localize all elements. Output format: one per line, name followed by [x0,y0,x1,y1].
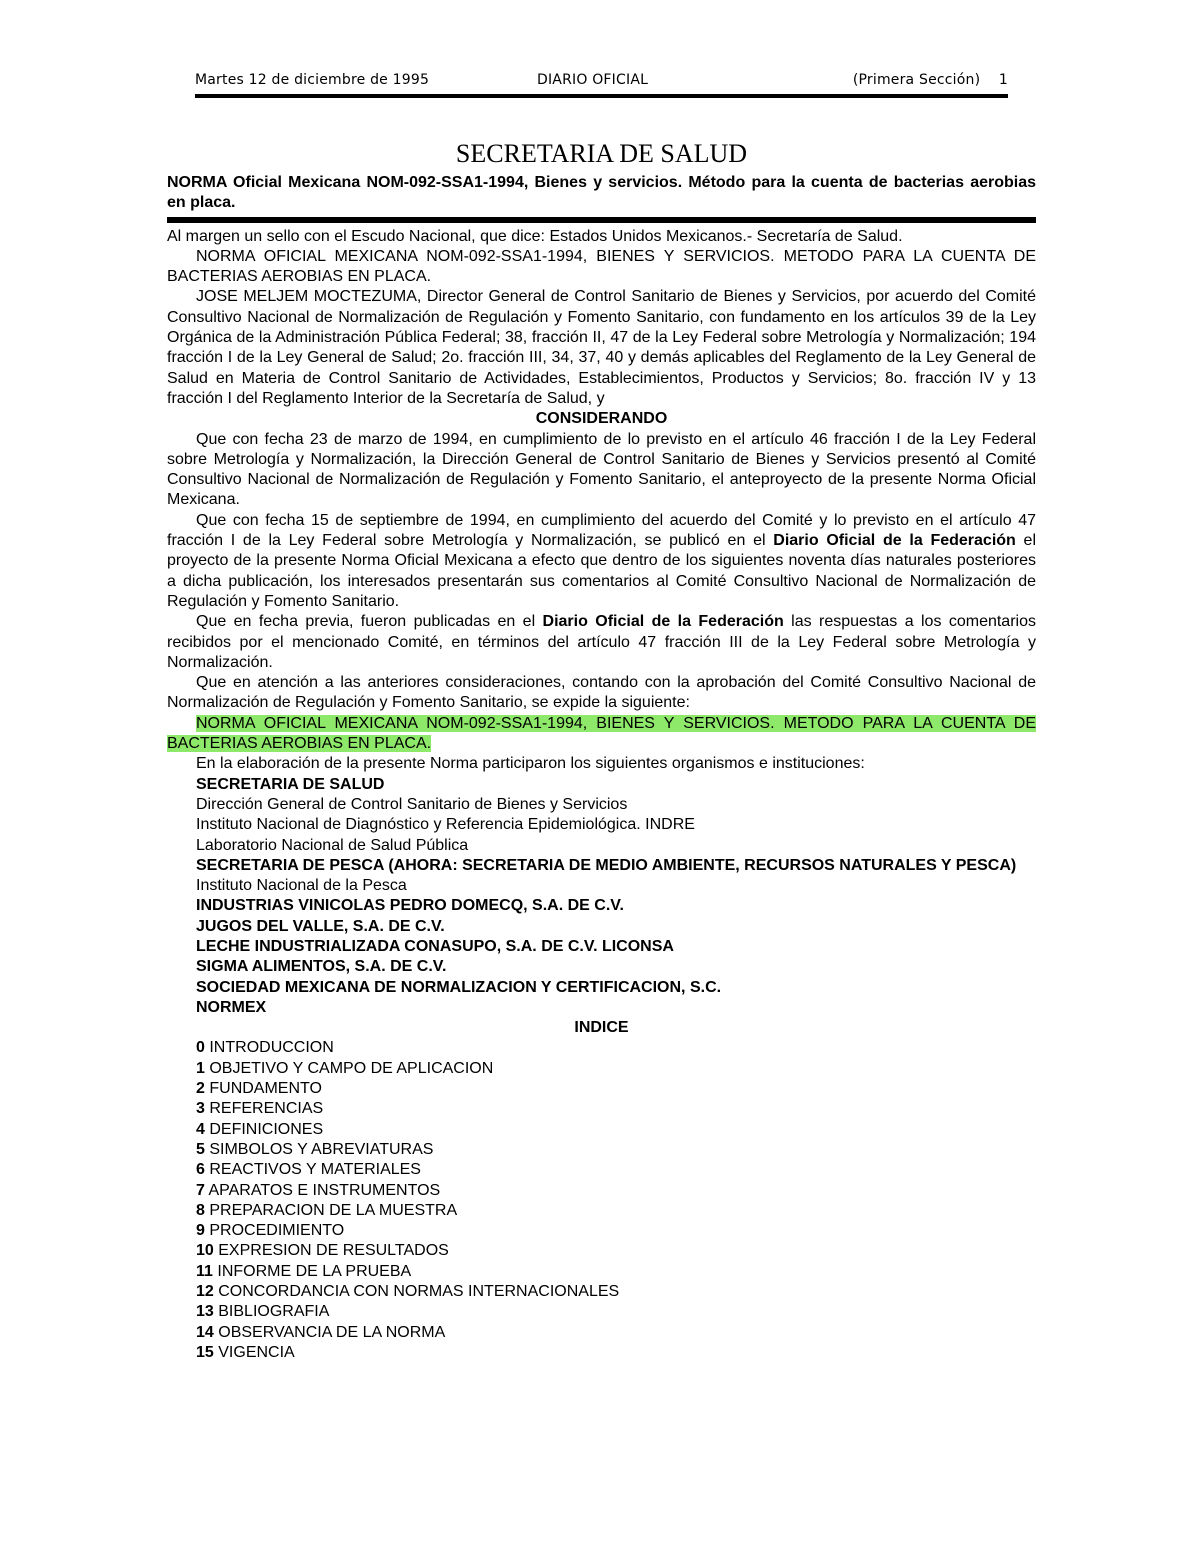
c2-diario-oficial: Diario Oficial de la Federación [773,532,1016,550]
considerando-paragraph-2 [167,511,1036,612]
c2-text-a: Que con fecha 15 de septiembre de 1994, en cumplimiento del acuerdo del Comité y lo previsto en el artículo 47 fracción I de la Ley Federal sobre Metrología y Normalización, se publicó en el [167,511,1036,550]
title-rule [167,217,1036,223]
index-item-label: CONCORDANCIA CON NORMAS INTERNACIONALES [218,1283,620,1301]
index-item [167,1221,1036,1241]
index-item-number: 1 [196,1059,205,1077]
considerando-heading: CONSIDERANDO [535,410,668,428]
document-body [167,138,1036,1363]
highlight-mark: NORMA OFICIAL MEXICANA NOM-092-SSA1-1994, BIENES Y SERVICIOS. METODO PARA LA CUENTA DE BACTERIAS AEROBIAS EN PLACA. [167,714,1036,753]
index-item-number: 11 [196,1262,213,1280]
page-header [195,70,1008,92]
index-item-label: REFERENCIAS [209,1100,324,1118]
organization-item: JUGOS DEL VALLE, S.A. DE C.V. [196,917,445,935]
intro-legal-basis: JOSE MELJEM MOCTEZUMA, Director General de Control Sanitario de Bienes y Servicios, por acuerdo del Comité Consultivo Nacional de Normalización de Regulación y Fomento Sanitario, con fundamento en los artículos 39 de la Ley Orgánica de la Administración Pública Federal; 38, fracción II, 47 de la Ley Federal sobre Metrología y Normalización; 194 fracción I de la Ley General de Salud; 2o. fracción III, 34, 37, 40 y demás aplicables del Reglamento de la Ley General de Salud en Materia de Control Sanitario de Actividades, Establecimientos, Productos y Servicios; 8o. fracción IV y 13 fracción I del Reglamento Interior de la Secretaría de Salud, y [167,288,1036,407]
header-date: Martes 12 de diciembre de 1995 [195,72,430,88]
document-subtitle: NORMA Oficial Mexicana NOM-092-SSA1-1994, Bienes y servicios. Método para la cuenta de bacterias aerobias en placa. [167,174,1036,212]
index-item-number: 13 [196,1303,214,1321]
intro-norm-title: NORMA OFICIAL MEXICANA NOM-092-SSA1-1994, BIENES Y SERVICIOS. METODO PARA LA CUENTA DE BACTERIAS AEROBIAS EN PLACA. [167,247,1036,286]
index-item-label: FUNDAMENTO [209,1080,322,1098]
index-item-number: 6 [196,1161,205,1179]
organizations-list [167,775,1036,1019]
index-item [167,1059,1036,1079]
organization-item: Instituto Nacional de la Pesca [196,877,407,895]
page-title: SECRETARIA DE SALUD [455,139,748,168]
organization-item: Laboratorio Nacional de Salud Pública [196,836,469,854]
index-item [167,1099,1036,1119]
index-item [167,1323,1036,1343]
organization-item: NORMEX [196,998,267,1016]
index-item [167,1079,1036,1099]
index-item [167,1140,1036,1160]
considerando-paragraph-3 [167,612,1036,673]
c3-text-a: Que en fecha previa, fueron publicadas en el [196,613,543,631]
organization-item: INDUSTRIAS VINICOLAS PEDRO DOMECQ, S.A. DE C.V. [196,897,624,915]
index-item-label: OBSERVANCIA DE LA NORMA [218,1323,446,1341]
index-list [167,1038,1036,1363]
index-item-label: VIGENCIA [218,1343,295,1361]
index-item-label: OBJETIVO Y CAMPO DE APLICACION [209,1059,494,1077]
organization-item: Instituto Nacional de Diagnóstico y Referencia Epidemiológica. INDRE [196,816,695,834]
participants-intro: En la elaboración de la presente Norma participaron los siguientes organismos e instituciones: [196,755,865,773]
index-item-label: PREPARACION DE LA MUESTRA [209,1201,458,1219]
index-item [167,1038,1036,1058]
index-item-number: 7 [196,1181,205,1199]
index-item-number: 9 [196,1222,205,1240]
header-paper-name: DIARIO OFICIAL [537,72,649,88]
considerando-paragraph-1: Que con fecha 23 de marzo de 1994, en cumplimiento de lo previsto en el artículo 46 fracción I de la Ley Federal sobre Metrología y Normalización, la Dirección General de Control Sanitario de Bienes y Servicios presentó al Comité Consultivo Nacional de Normalización de Regulación y Fomento Sanitario, el anteproyecto de la presente Norma Oficial Mexicana. [167,430,1036,509]
index-item-number: 10 [196,1242,214,1260]
index-item-number: 5 [196,1140,205,1158]
index-item-label: BIBLIOGRAFIA [218,1303,330,1321]
organization-item: LECHE INDUSTRIALIZADA CONASUPO, S.A. DE C.V. LICONSA [196,937,674,955]
index-item [167,1343,1036,1363]
index-item-label: SIMBOLOS Y ABREVIATURAS [209,1140,434,1158]
index-item [167,1120,1036,1140]
index-item [167,1201,1036,1221]
index-item-label: PROCEDIMIENTO [209,1222,345,1240]
index-item-number: 8 [196,1201,205,1219]
index-item-number: 12 [196,1283,214,1301]
c3-text-b: las respuestas a los comentarios recibidos por el mencionado Comité, en términos del artículo 47 fracción III de la Ley Federal sobre Metrología y Normalización. [167,613,1036,671]
index-item-label: EXPRESION DE RESULTADOS [218,1242,449,1260]
organization-item: SECRETARIA DE SALUD [196,775,385,793]
index-item-number: 0 [196,1039,205,1057]
index-heading: INDICE [574,1019,629,1037]
organization-item: SIGMA ALIMENTOS, S.A. DE C.V. [196,958,447,976]
index-item-label: REACTIVOS Y MATERIALES [209,1161,421,1179]
index-item [167,1262,1036,1282]
index-item-label: APARATOS E INSTRUMENTOS [208,1181,441,1199]
header-section [853,72,1008,88]
header-rule [195,94,1008,98]
index-item [167,1302,1036,1322]
header-section-label: (Primera Sección) [852,72,981,88]
organization-item: Dirección General de Control Sanitario de Bienes y Servicios [196,795,628,813]
header-page-number: 1 [998,72,1008,88]
index-item [167,1181,1036,1201]
index-item-number: 4 [196,1120,205,1138]
index-item [167,1282,1036,1302]
index-item-number: 2 [196,1080,205,1098]
organization-item: SOCIEDAD MEXICANA DE NORMALIZACION Y CERTIFICACION, S.C. [196,978,722,996]
index-item-number: 15 [196,1343,214,1361]
index-item-label: INFORME DE LA PRUEBA [217,1262,412,1280]
index-item-number: 14 [196,1323,214,1341]
index-item-label: DEFINICIONES [209,1120,324,1138]
highlighted-norm-title [167,714,1036,755]
considerando-paragraph-4: Que en atención a las anteriores consideraciones, contando con la aprobación del Comité Consultivo Nacional de Normalización de Regulación y Fomento Sanitario, se expide la siguiente: [167,674,1036,712]
c3-diario-oficial: Diario Oficial de la Federación [542,613,784,631]
index-item-label: INTRODUCCION [209,1039,334,1057]
c2-text-b: el proyecto de la presente Norma Oficial Mexicana a efecto que dentro de los siguientes noventa días naturales posteriores a dicha publicación, los interesados presentarán sus comentarios al Comité Consultivo Nacional de Normalización de Regulación y Fomento Sanitario. [167,532,1036,610]
organization-item: SECRETARIA DE PESCA (AHORA: SECRETARIA DE MEDIO AMBIENTE, RECURSOS NATURALES Y PESCA) [196,856,1017,874]
index-item-number: 3 [196,1100,205,1118]
index-item [167,1241,1036,1261]
intro-seal-paragraph: Al margen un sello con el Escudo Nacional, que dice: Estados Unidos Mexicanos.- Secretaría de Salud. [167,227,903,245]
index-item [167,1160,1036,1180]
